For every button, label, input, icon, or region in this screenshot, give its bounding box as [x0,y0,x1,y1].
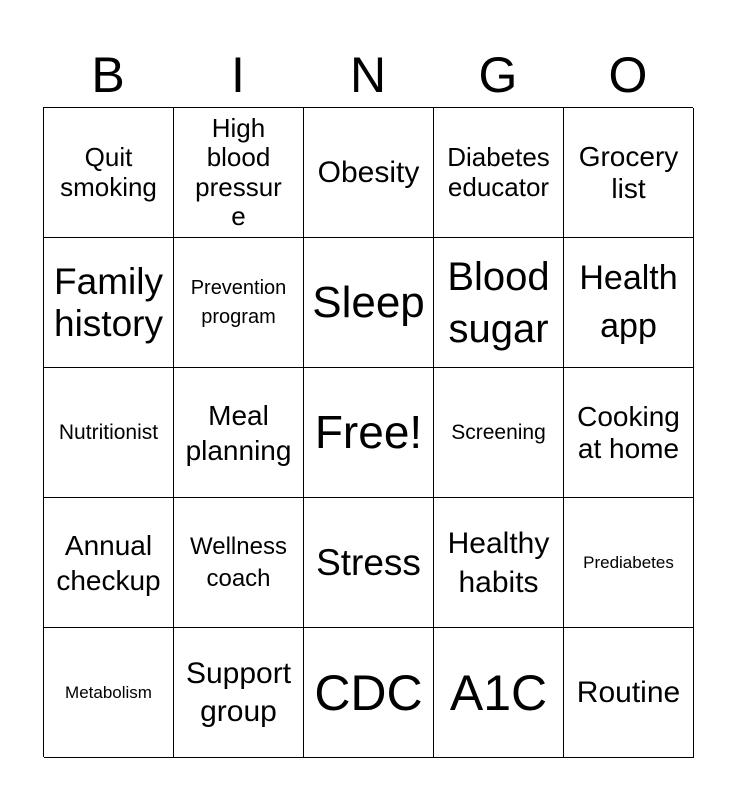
cell-label: Stress [316,541,421,583]
cell-label: Prediabetes [583,552,674,572]
cell-label: Grocery list [578,141,679,204]
header-letter-g: G [478,47,518,103]
cell-label: Free! [314,405,423,458]
bingo-cell-quit-smoking[interactable] [44,108,174,238]
bingo-cell-prediabetes[interactable] [564,498,694,628]
cell-label: Meal planning [185,399,292,466]
bingo-cell-healthy-habits[interactable] [434,498,564,628]
header-letter-i: I [231,47,245,103]
header-letter-b: B [91,47,125,103]
bingo-cell-prevention-program[interactable] [174,238,304,368]
cell-label: Support group [185,657,292,728]
bingo-cell-screening[interactable] [434,368,564,498]
cell-label: High blood pressure [195,113,282,231]
bingo-cell-health-app[interactable] [564,238,694,368]
cell-label: Blood sugar [447,254,550,351]
cell-label: Quit smoking [60,142,157,202]
bingo-header [43,44,693,106]
cell-label: Nutritionist [58,420,159,444]
cell-label: Wellness coach [190,533,287,592]
bingo-cell-annual-checkup[interactable] [44,498,174,628]
bingo-cell-metabolism[interactable] [44,628,174,758]
bingo-cell-support-group[interactable] [174,628,304,758]
cell-label: Routine [576,675,681,709]
bingo-cell-sleep[interactable] [304,238,434,368]
bingo-cell-meal-planning[interactable] [174,368,304,498]
cell-label: Healthy habits [447,526,550,599]
bingo-cell-stress[interactable] [304,498,434,628]
cell-label: Cooking at home [577,401,680,464]
bingo-cell-grocery-list[interactable] [564,108,694,238]
cell-label: Family history [54,261,163,344]
bingo-card-grid [43,107,693,757]
bingo-cell-wellness-coach[interactable] [174,498,304,628]
bingo-cell-a1c[interactable] [434,628,564,758]
header-letter-n: N [349,47,387,103]
cell-label: Health app [579,258,678,345]
header-letter-o: O [608,47,648,103]
cell-label: CDC [314,664,423,721]
cell-label: Sleep [312,277,425,327]
cell-label: Obesity [317,155,420,189]
bingo-cell-cdc[interactable] [304,628,434,758]
cell-label: A1C [449,664,548,721]
bingo-cell-blood-sugar[interactable] [434,238,564,368]
bingo-cell-family-history[interactable] [44,238,174,368]
cell-label: Screening [451,420,546,444]
bingo-cell-nutritionist[interactable] [44,368,174,498]
bingo-cell-routine[interactable] [564,628,694,758]
bingo-cell-cooking-at-home[interactable] [564,368,694,498]
cell-label: Prevention program [190,276,287,328]
bingo-cell-free-space[interactable] [304,368,434,498]
bingo-cell-obesity[interactable] [304,108,434,238]
cell-label: Annual checkup [56,529,161,596]
cell-label: Diabetes educator [447,142,550,202]
bingo-cell-diabetes-educator[interactable] [434,108,564,238]
bingo-cell-high-blood-pressure[interactable] [174,108,304,238]
cell-label: Metabolism [65,682,152,702]
